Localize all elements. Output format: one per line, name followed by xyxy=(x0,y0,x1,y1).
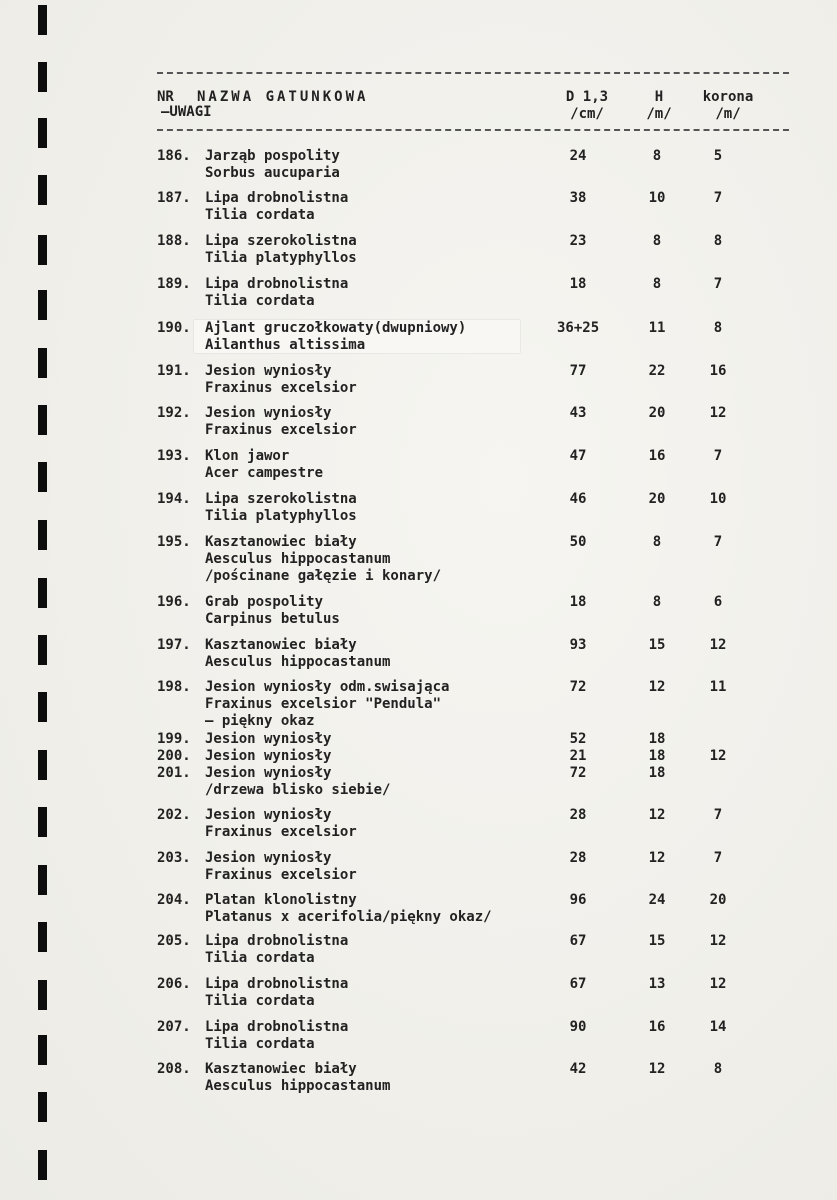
name-line: Aesculus hippocastanum xyxy=(205,551,391,567)
common-name: Jesion wyniosły odm.swisająca xyxy=(205,679,450,695)
header-diameter-label: D 1,3 xyxy=(565,89,609,105)
diameter-value: 90 xyxy=(569,1019,587,1035)
species-name xyxy=(205,765,565,799)
row-number: 208. xyxy=(157,1061,191,1077)
crown-value: 7 xyxy=(713,448,723,464)
row-number: 199. xyxy=(157,731,191,747)
row-number: 196. xyxy=(157,594,191,610)
height-value: 12 xyxy=(648,850,666,866)
crown-value: 20 xyxy=(709,892,727,908)
height-value: 16 xyxy=(648,448,666,464)
common-name: Kasztanowiec biały xyxy=(205,637,357,653)
name-line: Platanus x acerifolia/piękny okaz/ xyxy=(205,909,492,925)
name-line: Acer campestre xyxy=(205,465,324,481)
diameter-value: 18 xyxy=(569,594,587,610)
row-number: 203. xyxy=(157,850,191,866)
binding-hole xyxy=(38,578,47,608)
crown-value: 8 xyxy=(713,233,723,249)
binding-hole xyxy=(38,635,47,665)
height-value: 8 xyxy=(652,233,662,249)
height-value: 8 xyxy=(652,148,662,164)
common-name: Jesion wyniosły xyxy=(205,765,332,781)
diameter-value: 23 xyxy=(569,233,587,249)
name-line: /drzewa blisko siebie/ xyxy=(205,782,391,798)
height-value: 22 xyxy=(648,363,666,379)
name-line: Fraxinus excelsior xyxy=(205,824,357,840)
crown-value: 5 xyxy=(713,148,723,164)
header-diameter-unit: /cm/ xyxy=(570,106,604,122)
common-name: Lipa szerokolistna xyxy=(205,491,357,507)
header-species-name: NAZWA GATUNKOWA xyxy=(197,89,369,105)
row-number: 190. xyxy=(157,320,191,336)
common-name: Lipa drobnolistna xyxy=(205,1019,349,1035)
row-number: 205. xyxy=(157,933,191,949)
common-name: Kasztanowiec biały xyxy=(205,534,357,550)
row-number: 193. xyxy=(157,448,191,464)
row-number: 195. xyxy=(157,534,191,550)
species-name xyxy=(205,534,565,585)
name-line: Tilia cordata xyxy=(205,993,315,1009)
diameter-value: 46 xyxy=(569,491,587,507)
name-line: /pościnane gałęzie i konary/ xyxy=(205,568,442,584)
common-name: Jesion wyniosły xyxy=(205,363,332,379)
height-value: 15 xyxy=(648,933,666,949)
binding-hole xyxy=(38,922,47,952)
diameter-value: 72 xyxy=(569,765,587,781)
crown-value: 8 xyxy=(713,320,723,336)
diameter-value: 52 xyxy=(569,731,587,747)
row-number: 187. xyxy=(157,190,191,206)
row-number: 204. xyxy=(157,892,191,908)
diameter-value: 24 xyxy=(569,148,587,164)
row-number: 191. xyxy=(157,363,191,379)
species-name xyxy=(205,731,565,748)
common-name: Jesion wyniosły xyxy=(205,748,332,764)
crown-value: 8 xyxy=(713,1061,723,1077)
row-number: 198. xyxy=(157,679,191,695)
species-name xyxy=(205,679,565,730)
crown-value: 14 xyxy=(709,1019,727,1035)
crown-value: 16 xyxy=(709,363,727,379)
height-value: 12 xyxy=(648,679,666,695)
name-line: Sorbus aucuparia xyxy=(205,165,340,181)
height-value: 16 xyxy=(648,1019,666,1035)
table-header xyxy=(157,90,797,126)
binding-hole xyxy=(38,1092,47,1122)
height-value: 18 xyxy=(648,765,666,781)
header-height-unit: /m/ xyxy=(646,106,672,122)
species-name xyxy=(205,448,565,482)
common-name: Platan klonolistny xyxy=(205,892,357,908)
height-value: 13 xyxy=(648,976,666,992)
height-value: 8 xyxy=(652,534,662,550)
diameter-value: 21 xyxy=(569,748,587,764)
height-value: 8 xyxy=(652,276,662,292)
species-name xyxy=(205,1061,565,1095)
name-line: Tilia platyphyllos xyxy=(205,250,357,266)
header-crown-label: korona xyxy=(702,89,754,105)
species-name xyxy=(205,405,565,439)
diameter-value: 47 xyxy=(569,448,587,464)
diameter-value: 96 xyxy=(569,892,587,908)
height-value: 15 xyxy=(648,637,666,653)
species-name xyxy=(205,148,565,182)
crown-value: 12 xyxy=(709,976,727,992)
height-value: 18 xyxy=(648,748,666,764)
binding-hole xyxy=(38,348,47,378)
name-line: Fraxinus excelsior xyxy=(205,867,357,883)
crown-value: 7 xyxy=(713,276,723,292)
binding-holes xyxy=(38,0,50,1200)
binding-hole xyxy=(38,865,47,895)
top-rule xyxy=(157,72,789,76)
diameter-value: 43 xyxy=(569,405,587,421)
height-value: 20 xyxy=(648,405,666,421)
row-number: 188. xyxy=(157,233,191,249)
height-value: 24 xyxy=(648,892,666,908)
common-name: Jarząb pospolity xyxy=(205,148,340,164)
binding-hole xyxy=(38,175,47,205)
crown-value: 12 xyxy=(709,637,727,653)
height-value: 10 xyxy=(648,190,666,206)
species-name xyxy=(205,233,565,267)
species-name xyxy=(205,190,565,224)
row-number: 192. xyxy=(157,405,191,421)
name-line: Tilia cordata xyxy=(205,950,315,966)
header-height xyxy=(639,90,679,124)
binding-hole xyxy=(38,462,47,492)
common-name: Jesion wyniosły xyxy=(205,405,332,421)
diameter-value: 28 xyxy=(569,807,587,823)
common-name: Kasztanowiec biały xyxy=(205,1061,357,1077)
common-name: Jesion wyniosły xyxy=(205,807,332,823)
row-number: 189. xyxy=(157,276,191,292)
crown-value: 10 xyxy=(709,491,727,507)
name-line: Tilia cordata xyxy=(205,1036,315,1052)
row-number: 207. xyxy=(157,1019,191,1035)
diameter-value: 67 xyxy=(569,933,587,949)
height-value: 11 xyxy=(648,320,666,336)
name-line: Tilia cordata xyxy=(205,293,315,309)
species-name xyxy=(205,276,565,310)
row-number: 206. xyxy=(157,976,191,992)
name-line: Fraxinus excelsior xyxy=(205,422,357,438)
height-value: 20 xyxy=(648,491,666,507)
diameter-value: 72 xyxy=(569,679,587,695)
crown-value: 6 xyxy=(713,594,723,610)
row-number: 201. xyxy=(157,765,191,781)
header-nr: NR xyxy=(157,89,174,105)
binding-hole xyxy=(38,62,47,92)
name-line: Ailanthus altissima xyxy=(205,337,366,353)
binding-hole xyxy=(38,405,47,435)
common-name: Klon jawor xyxy=(205,448,290,464)
binding-hole xyxy=(38,750,47,780)
binding-hole xyxy=(38,807,47,837)
diameter-value: 38 xyxy=(569,190,587,206)
crown-value: 7 xyxy=(713,850,723,866)
crown-value: 12 xyxy=(709,933,727,949)
name-line: Tilia cordata xyxy=(205,207,315,223)
diameter-value: 77 xyxy=(569,363,587,379)
crown-value: 7 xyxy=(713,190,723,206)
common-name: Grab pospolity xyxy=(205,594,324,610)
common-name: Ajlant gruczołkowaty(dwupniowy) xyxy=(205,320,467,336)
species-name xyxy=(205,933,565,967)
crown-value: 12 xyxy=(709,405,727,421)
species-name xyxy=(205,807,565,841)
diameter-value: 67 xyxy=(569,976,587,992)
diameter-value: 28 xyxy=(569,850,587,866)
height-value: 12 xyxy=(648,1061,666,1077)
species-name xyxy=(205,363,565,397)
name-line: Fraxinus excelsior "Pendula" xyxy=(205,696,442,712)
species-name xyxy=(205,491,565,525)
name-line: Carpinus betulus xyxy=(205,611,340,627)
name-line: Aesculus hippocastanum xyxy=(205,654,391,670)
row-number: 194. xyxy=(157,491,191,507)
species-name xyxy=(205,892,565,926)
header-remarks: –UWAGI xyxy=(161,104,212,120)
common-name: Lipa drobnolistna xyxy=(205,190,349,206)
header-height-label: H xyxy=(654,89,664,105)
crown-value: 7 xyxy=(713,807,723,823)
row-number: 186. xyxy=(157,148,191,164)
height-value: 12 xyxy=(648,807,666,823)
name-line: Fraxinus excelsior xyxy=(205,380,357,396)
common-name: Lipa drobnolistna xyxy=(205,976,349,992)
binding-hole xyxy=(38,235,47,265)
species-name xyxy=(205,748,565,765)
species-name xyxy=(205,637,565,671)
crown-value: 12 xyxy=(709,748,727,764)
diameter-value: 36+25 xyxy=(557,320,600,336)
name-line: Aesculus hippocastanum xyxy=(205,1078,391,1094)
common-name: Lipa drobnolistna xyxy=(205,933,349,949)
diameter-value: 50 xyxy=(569,534,587,550)
header-rule xyxy=(157,129,789,133)
name-line: – piękny okaz xyxy=(205,713,315,729)
header-diameter xyxy=(557,90,617,124)
binding-hole xyxy=(38,1150,47,1180)
species-name xyxy=(205,320,565,354)
species-name xyxy=(205,850,565,884)
row-number: 200. xyxy=(157,748,191,764)
common-name: Lipa drobnolistna xyxy=(205,276,349,292)
binding-hole xyxy=(38,692,47,722)
species-name xyxy=(205,976,565,1010)
row-number: 202. xyxy=(157,807,191,823)
binding-hole xyxy=(38,118,47,148)
row-number: 197. xyxy=(157,637,191,653)
binding-hole xyxy=(38,980,47,1010)
diameter-value: 18 xyxy=(569,276,587,292)
crown-value: 7 xyxy=(713,534,723,550)
common-name: Jesion wyniosły xyxy=(205,731,332,747)
height-value: 8 xyxy=(652,594,662,610)
binding-hole xyxy=(38,1035,47,1065)
diameter-value: 93 xyxy=(569,637,587,653)
common-name: Lipa szerokolistna xyxy=(205,233,357,249)
binding-hole xyxy=(38,290,47,320)
header-crown-unit: /m/ xyxy=(715,106,741,122)
binding-hole xyxy=(38,5,47,35)
species-name xyxy=(205,594,565,628)
crown-value: 11 xyxy=(709,679,727,695)
common-name: Jesion wyniosły xyxy=(205,850,332,866)
diameter-value: 42 xyxy=(569,1061,587,1077)
name-line: Tilia platyphyllos xyxy=(205,508,357,524)
height-value: 18 xyxy=(648,731,666,747)
binding-hole xyxy=(38,520,47,550)
species-name xyxy=(205,1019,565,1053)
header-crown xyxy=(693,90,763,124)
